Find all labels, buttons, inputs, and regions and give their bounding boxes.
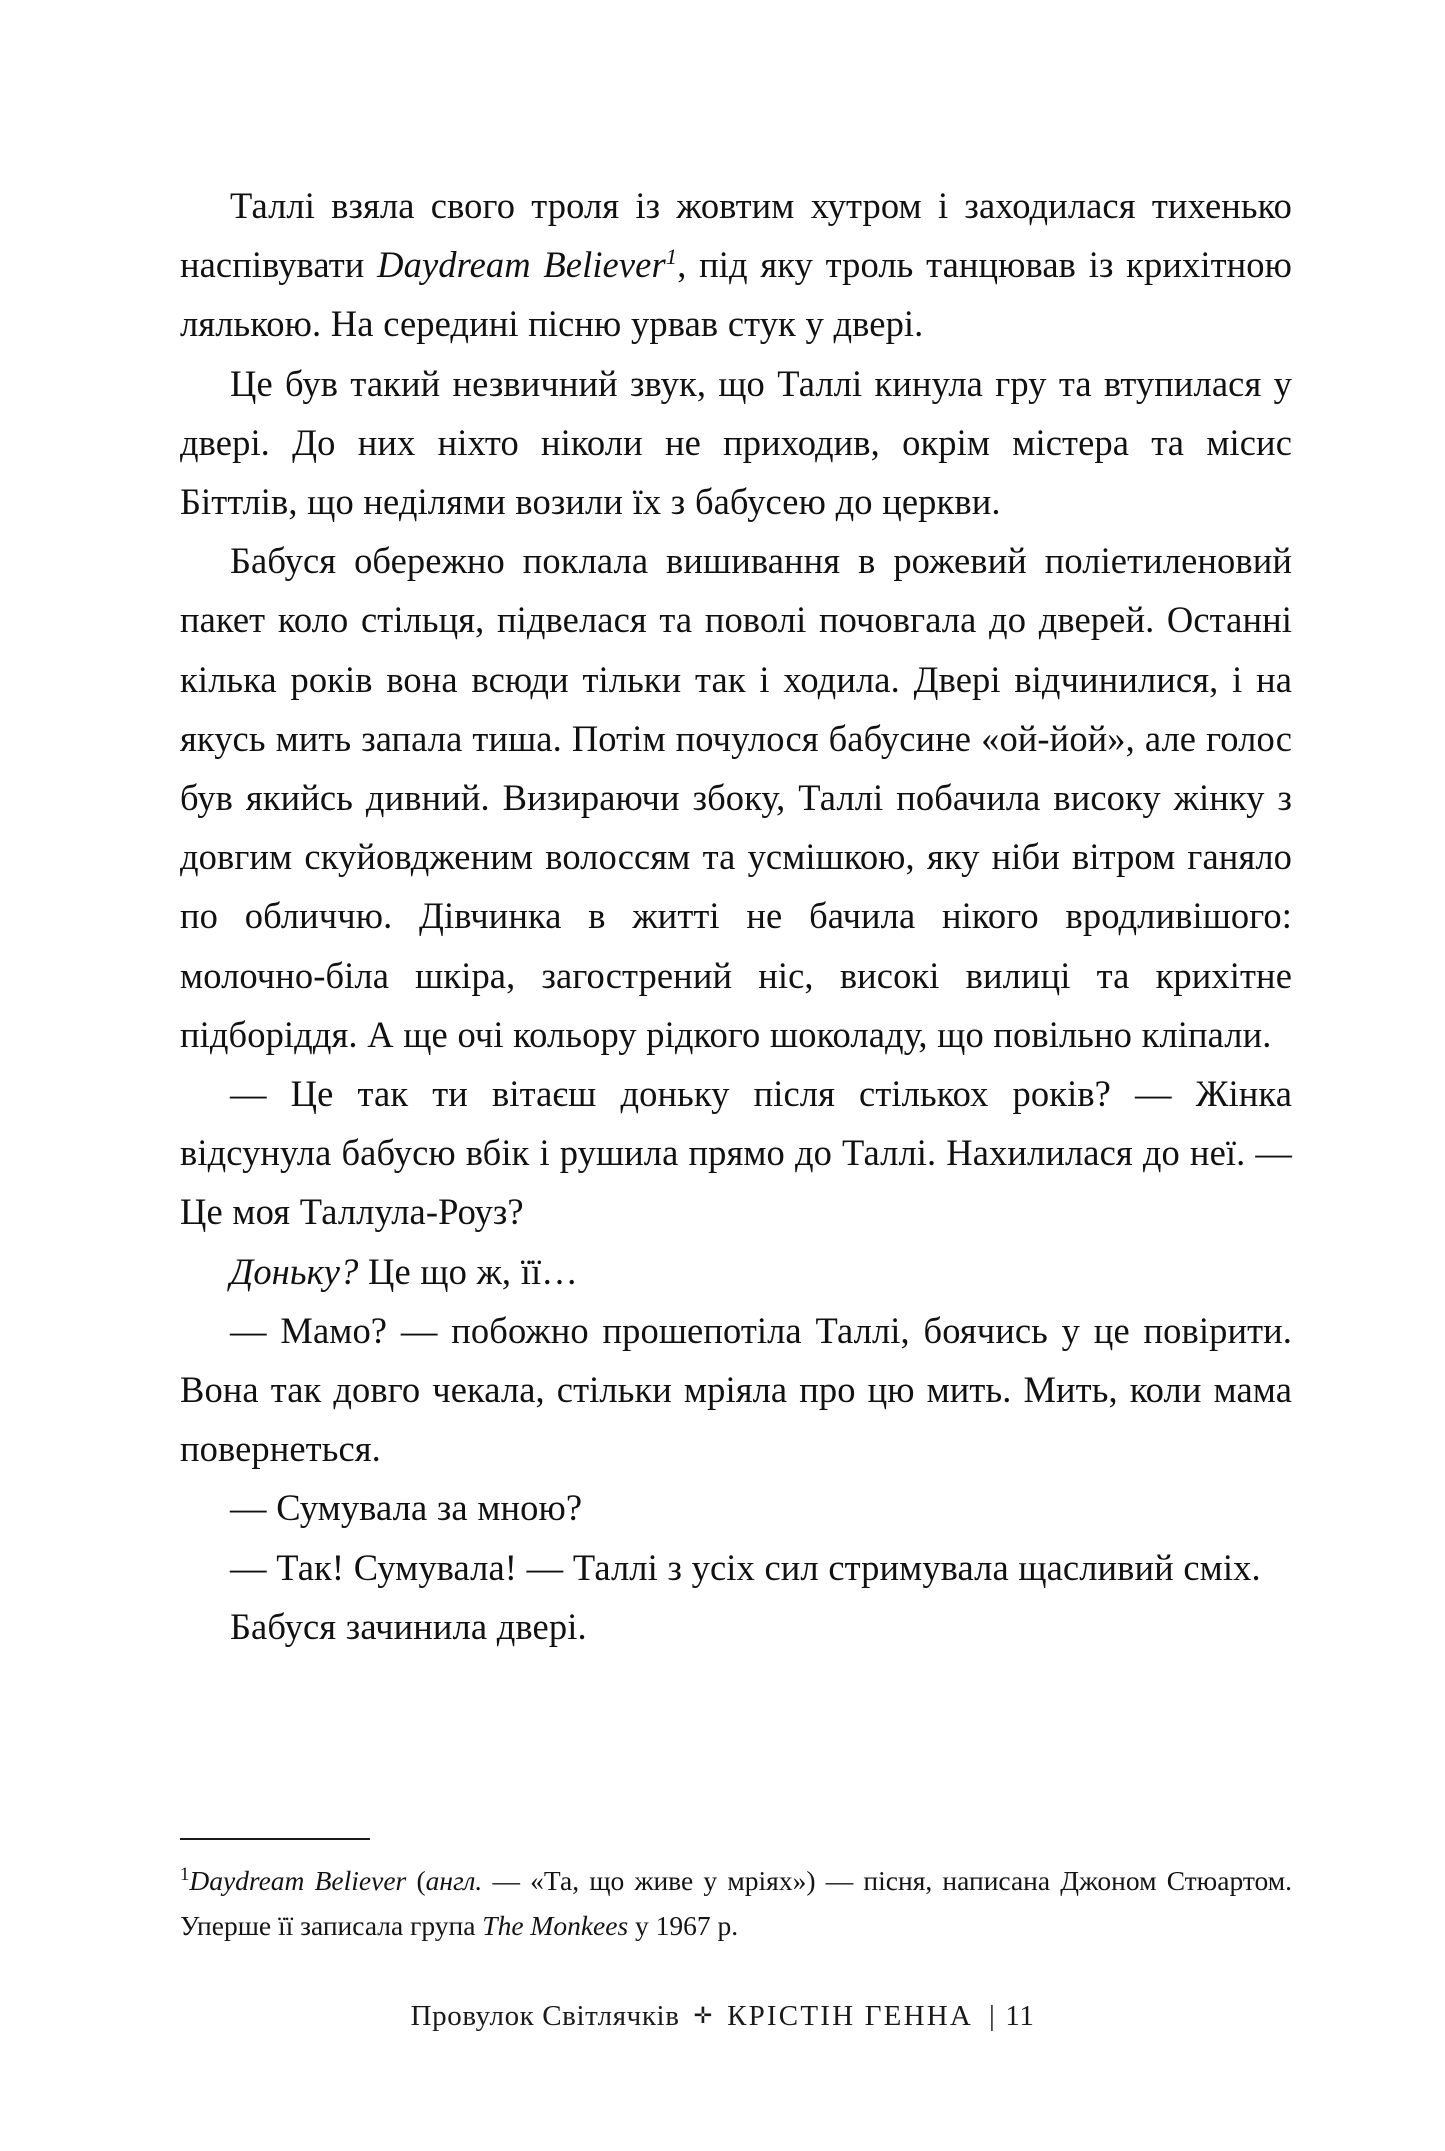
footnote-text-open-paren: ( bbox=[406, 1865, 426, 1896]
paragraph-5-inner-thought bbox=[180, 1242, 1292, 1301]
footer-separator: | bbox=[989, 2000, 996, 2032]
paragraph-1-text-after: , під яку троль танцював із крихітною лялькою. На середині пісню урвав стук у двері. bbox=[180, 244, 1292, 345]
footnote-song-title: Daydream Believer bbox=[189, 1865, 407, 1896]
page-footer bbox=[0, 2000, 1445, 2033]
inner-thought-emphasis: Доньку? bbox=[230, 1250, 359, 1292]
footnote-marker: 1 bbox=[180, 1863, 190, 1885]
footnote-reference-1[interactable]: 1 bbox=[665, 244, 678, 270]
author-name: КРІСТІН ГЕННА bbox=[727, 2000, 974, 2032]
paragraph-6-dialogue: — Мамо? — побожно прошепотіла Таллі, боячись у це повірити. Вона так довго чекала, стільки мріяла про цю мить. Мить, коли мама повернеться. bbox=[180, 1309, 1292, 1470]
footnote-text-end: у 1967 р. bbox=[628, 1910, 739, 1941]
footnote-text-middle: — «Та, що живе у мріях») — пісня, написана Джоном Стюартом. Уперше її записала група bbox=[180, 1865, 1292, 1941]
paragraph-1 bbox=[180, 176, 1292, 354]
ornament-icon: ✛ bbox=[693, 2003, 714, 2028]
paragraph-1-text-before: Таллі взяла свого троля із жовтим хутром і заходилася тихенько наспівувати bbox=[180, 185, 1292, 286]
paragraph-8-dialogue: — Так! Сумувала! — Таллі з усіх сил стримувала щасливий сміх. bbox=[230, 1546, 1261, 1588]
page-number: 11 bbox=[1005, 2000, 1035, 2032]
footnote-block bbox=[180, 1838, 1292, 1948]
footnote-1 bbox=[180, 1858, 1292, 1948]
footnote-separator-rule bbox=[180, 1838, 370, 1840]
paragraph-4-dialogue: — Це так ти вітаєш доньку після стількох років? — Жінка відсунула бабусю вбік і рушила прямо до Таллі. Нахилилася до неї. — Це моя Таллула-Роуз? bbox=[180, 1073, 1292, 1233]
paragraph-3: Бабуся обережно поклала вишивання в рожевий поліетиленовий пакет коло стільця, підвелася та поволі почовгала до дверей. Останні кілька років вона всюди тільки так і ходила. Двері відчинилися, і на якусь мить запала тиша. Потім почулося бабусине «ой-йой», але голос був якийсь дивний. Визираючи збоку, Таллі побачила високу жінку з довгим скуйовдженим волоссям та усмішкою, яку ніби вітром ганяло по обличчю. Дівчинка в житті не бачила нікого вродливішого: молочно-біла шкіра, загострений ніс, високі вилиці та крихітне підборіддя. А ще очі кольору рідкого шоколаду, що повільно кліпали. bbox=[180, 540, 1292, 1055]
running-title: Провулок Світлячків bbox=[410, 2000, 680, 2032]
song-title-daydream-believer: Daydream Believer bbox=[377, 244, 666, 286]
paragraph-7-dialogue: — Сумувала за мною? bbox=[230, 1487, 583, 1529]
paragraph-2: Це був такий незвичний звук, що Таллі кинула гру та втупилася у двері. До них ніхто ніколи не приходив, окрім містера та місис Біттлів, що неділями возили їх з бабусею до церкви. bbox=[180, 362, 1292, 523]
footnote-band-name: The Monkees bbox=[482, 1910, 629, 1941]
paragraph-5-text-after: Це що ж, її… bbox=[358, 1250, 578, 1292]
body-text-column bbox=[180, 176, 1292, 1656]
paragraph-9: Бабуся зачинила двері. bbox=[230, 1605, 587, 1647]
footnote-language-abbrev: англ. bbox=[425, 1865, 483, 1896]
